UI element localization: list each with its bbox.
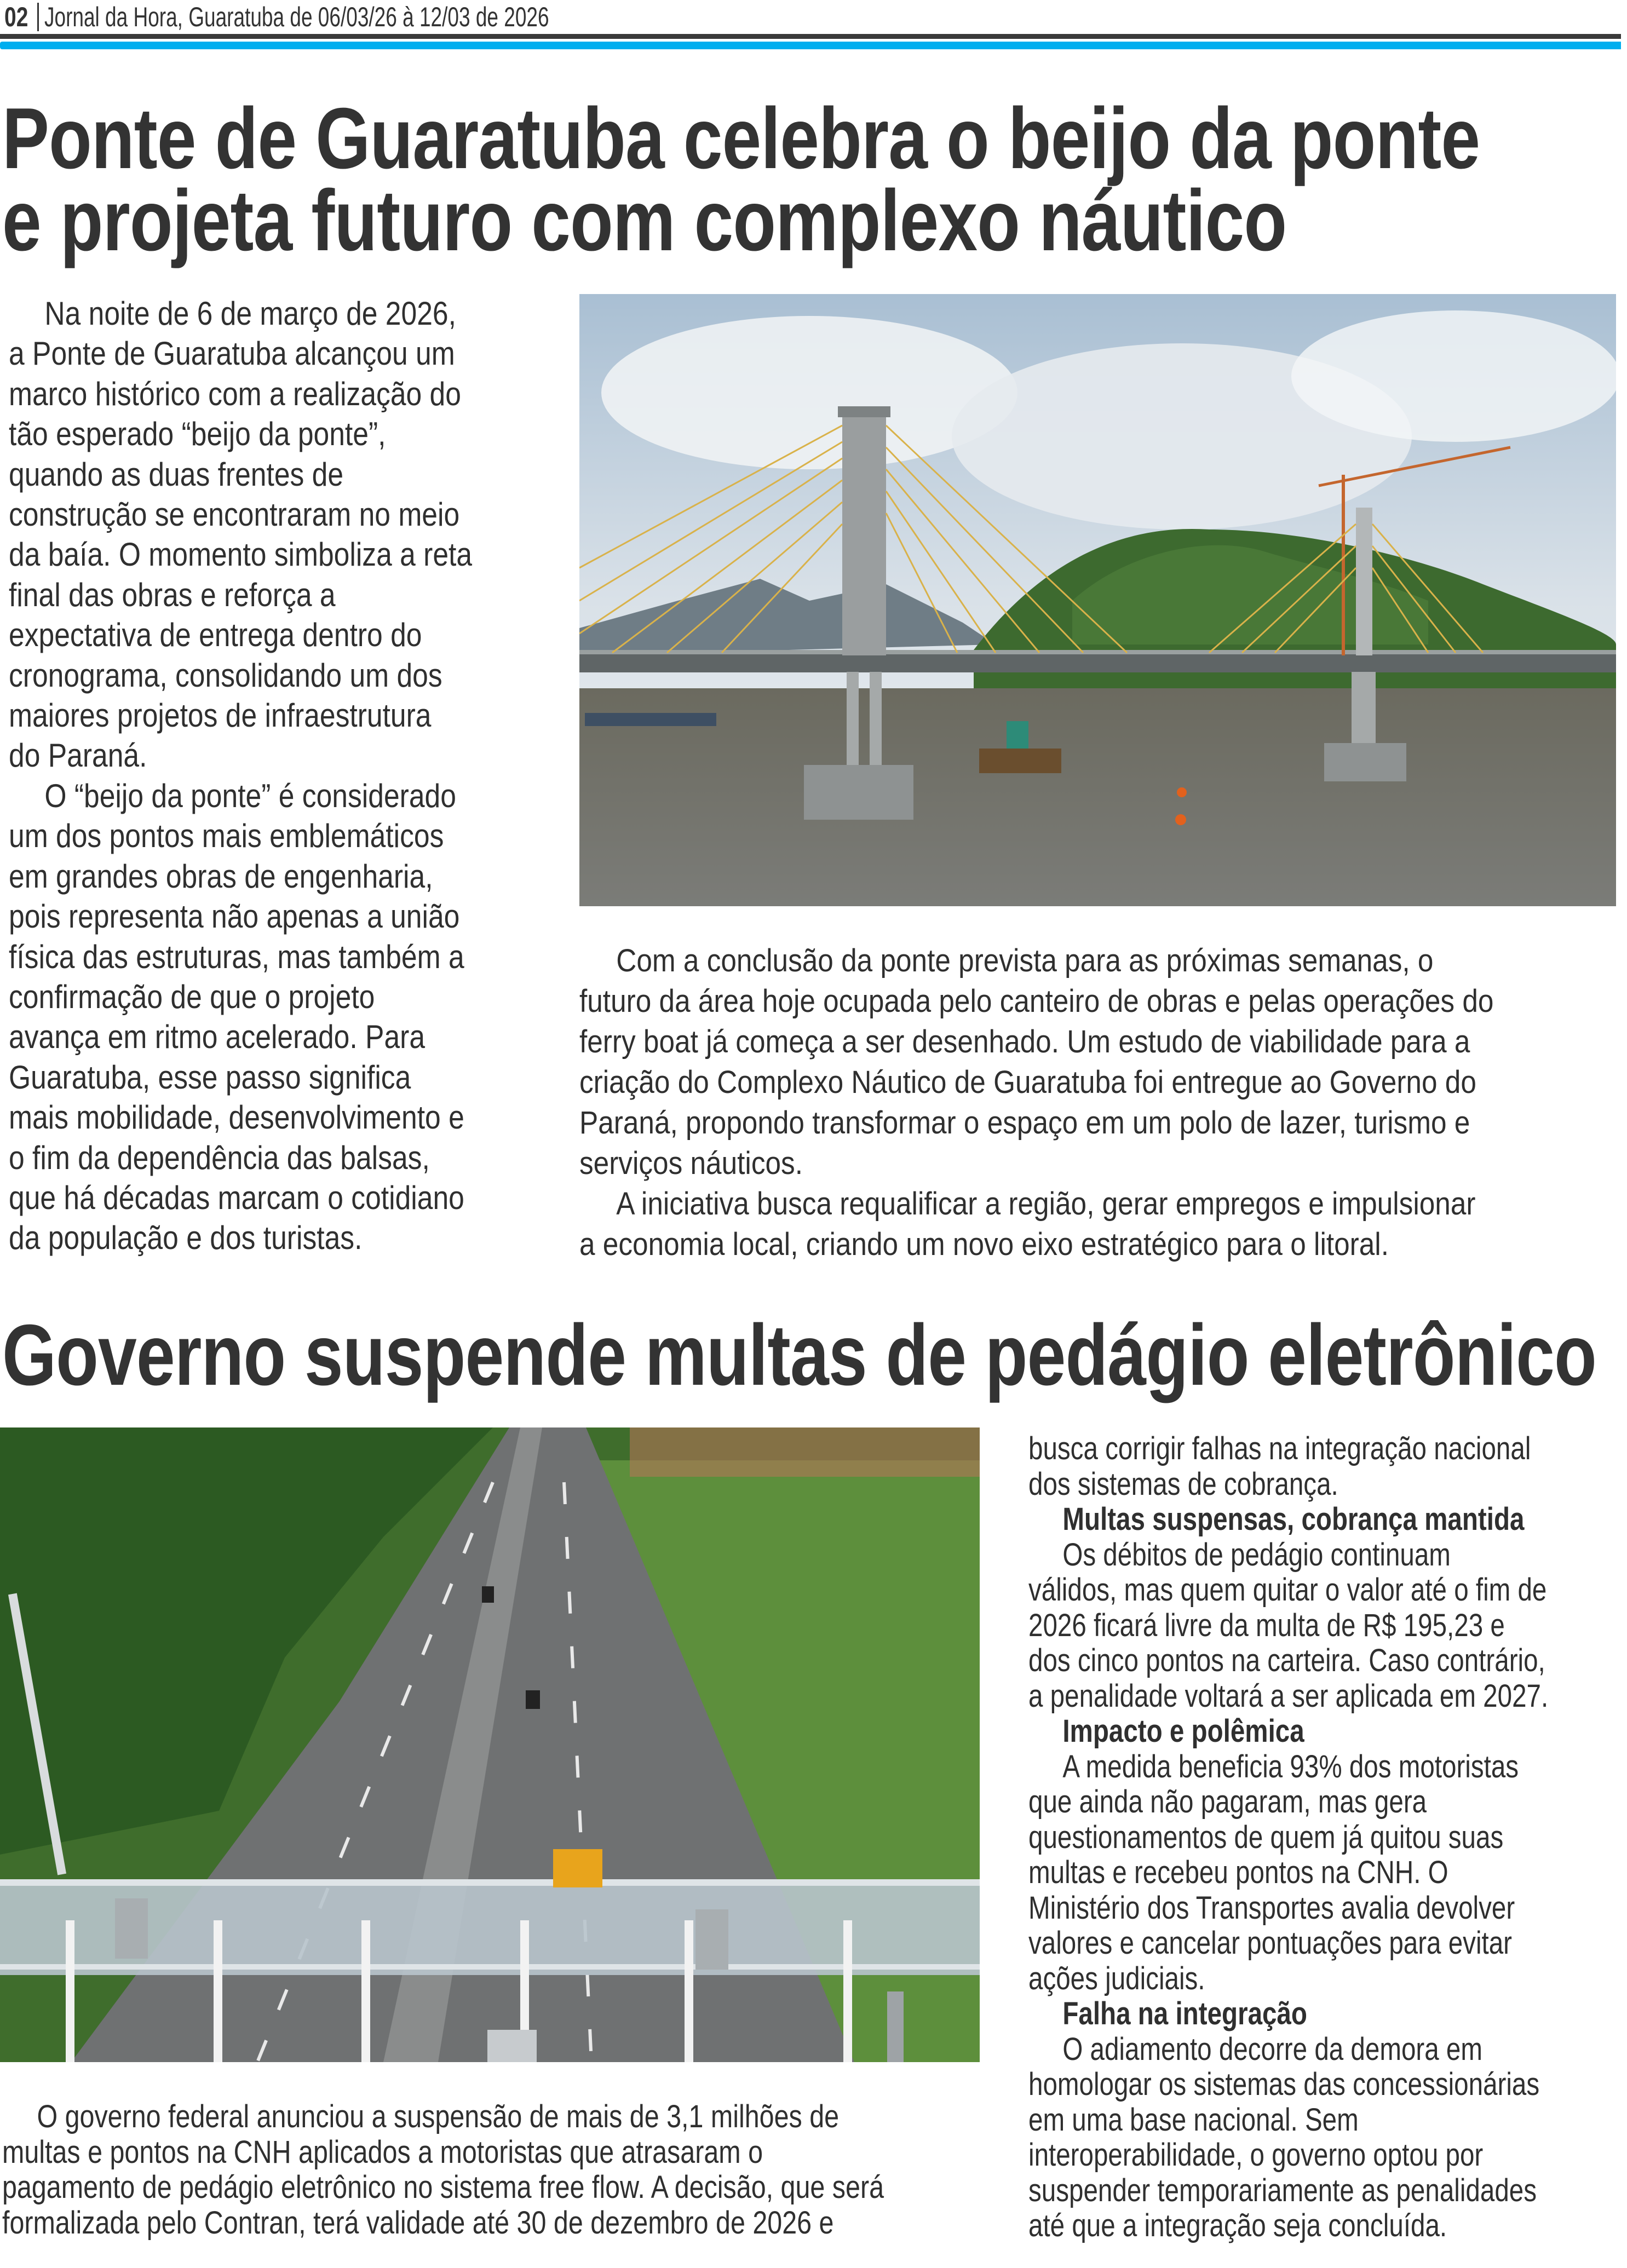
article2-bottom-text [2, 2099, 988, 2241]
text-line: 2026 ficará livre da multa de R$ 195,23 e [1028, 1607, 1505, 1643]
page-number: 02 [4, 2, 28, 32]
text-line: confirmação de que o projeto [9, 978, 375, 1015]
text-line: a Ponte de Guaratuba alcançou um [9, 335, 455, 372]
text-line: Os débitos de pedágio continuam [1062, 1536, 1451, 1573]
article1-right-text [579, 941, 1620, 1265]
text-line: dos cinco pontos na carteira. Caso contrário, [1028, 1643, 1545, 1678]
text-line: suspender temporariamente as penalidades [1028, 2172, 1537, 2208]
text-line: questionamentos de quem já quitou suas [1028, 1819, 1504, 1855]
header-rule-blue [0, 42, 1621, 49]
text-line: multas e recebeu pontos na CNH. O [1028, 1855, 1448, 1890]
article1-column1 [9, 293, 534, 1258]
text-line: um dos pontos mais emblemáticos [9, 818, 444, 855]
text-line: ações judiciais. [1028, 1960, 1205, 1996]
text-line: da baía. O momento simboliza a reta [9, 536, 473, 573]
text-line: a economia local, criando um novo eixo estratégico para o litoral. [579, 1227, 1389, 1262]
text-line: final das obras e reforça a [9, 576, 336, 613]
text-line: que ainda não pagaram, mas gera [1028, 1784, 1427, 1820]
text-line: Ministério dos Transportes avalia devolver [1028, 1890, 1515, 1926]
text-line: a penalidade voltará a ser aplicada em 2027. [1028, 1678, 1549, 1714]
publication-line: Jornal da Hora, Guaratuba de 06/03/26 à 12/03 de 2026 [44, 2, 549, 32]
subheading: Falha na integração [1062, 1996, 1307, 2031]
page-header [4, 1, 726, 33]
text-line: maiores projetos de infraestrutura [9, 697, 432, 734]
text-line: mais mobilidade, desenvolvimento e [9, 1099, 464, 1136]
text-line: A iniciativa busca requalificar a região, gerar empregos e impulsionar [616, 1186, 1476, 1222]
text-line: O “beijo da ponte” é considerado [44, 777, 456, 814]
text-line: multas e pontos na CNH aplicados a motoristas que atrasaram o [2, 2134, 763, 2170]
text-line: cronograma, consolidando um dos [9, 657, 442, 694]
text-line: Na noite de 6 de março de 2026, [44, 295, 456, 332]
text-line: tão esperado “beijo da ponte”, [9, 416, 386, 453]
text-line: construção se encontraram no meio [9, 496, 460, 533]
text-line: futuro da área hoje ocupada pelo canteiro de obras e pelas operações do [579, 983, 1494, 1019]
text-line: expectativa de entrega dentro do [9, 617, 422, 654]
text-line: valores e cancelar pontuações para evitar [1028, 1925, 1513, 1961]
text-line: marco histórico com a realização do [9, 375, 461, 412]
text-line: O adiamento decorre da demora em [1062, 2031, 1482, 2067]
article1-headline-line2: e projeta futuro com complexo náutico [2, 172, 1287, 269]
text-line: do Paraná. [9, 737, 147, 774]
text-line: avança em ritmo acelerado. Para [9, 1018, 426, 1056]
text-line: quando as duas frentes de [9, 456, 344, 493]
text-line: até que a integração seja concluída. [1028, 2208, 1447, 2243]
text-line: que há décadas marcam o cotidiano [9, 1179, 464, 1216]
header-rule-dark [0, 34, 1621, 39]
header-separator [37, 3, 39, 31]
text-line: Com a conclusão da ponte prevista para as próximas semanas, o [616, 943, 1434, 978]
text-line: pois representa não apenas a união [9, 898, 460, 935]
text-line: física das estruturas, mas também a [9, 938, 464, 975]
text-line: válidos, mas quem quitar o valor até o fim de [1028, 1572, 1547, 1608]
text-line: dos sistemas de cobrança. [1028, 1466, 1338, 1502]
highway-toll-gantry-photo-icon [0, 1427, 980, 2062]
subheading: Multas suspensas, cobrança mantida [1062, 1501, 1525, 1537]
text-line: em uma base nacional. Sem [1028, 2102, 1359, 2138]
article2-right-text [1028, 1431, 1620, 2244]
text-line: busca corrigir falhas na integração nacional [1028, 1431, 1531, 1466]
text-line: ferry boat já começa a ser desenhado. Um estudo de viabilidade para a [579, 1024, 1470, 1060]
article2-headline: Governo suspende multas de pedágio eletrônico [2, 1307, 1596, 1403]
text-line: pagamento de pedágio eletrônico no sistema free flow. A decisão, que será [2, 2169, 884, 2205]
text-line: O governo federal anunciou a suspensão de mais de 3,1 milhões de [37, 2099, 840, 2134]
bridge-photo-icon [579, 294, 1616, 906]
text-line: o fim da dependência das balsas, [9, 1139, 430, 1176]
text-line: Paraná, propondo transformar o espaço em um polo de lazer, turismo e [579, 1105, 1470, 1141]
bridge-photo [579, 294, 1616, 906]
text-line: homologar os sistemas das concessionárias [1028, 2066, 1540, 2102]
text-line: criação do Complexo Náutico de Guaratuba foi entregue ao Governo do [579, 1064, 1476, 1100]
subheading: Impacto e polêmica [1062, 1713, 1304, 1749]
text-line: Guaratuba, esse passo significa [9, 1058, 411, 1096]
text-line: serviços náuticos. [579, 1145, 803, 1181]
text-line: em grandes obras de engenharia, [9, 857, 433, 895]
article1-headline-line1: Ponte de Guaratuba celebra o beijo da ponte [2, 90, 1480, 187]
highway-photo [0, 1427, 980, 2062]
text-line: interoperabilidade, o governo optou por [1028, 2137, 1484, 2173]
text-line: da população e dos turistas. [9, 1219, 363, 1257]
text-line: A medida beneficia 93% dos motoristas [1062, 1748, 1519, 1785]
text-line: formalizada pelo Contran, terá validade até 30 de dezembro de 2026 e [2, 2204, 834, 2241]
